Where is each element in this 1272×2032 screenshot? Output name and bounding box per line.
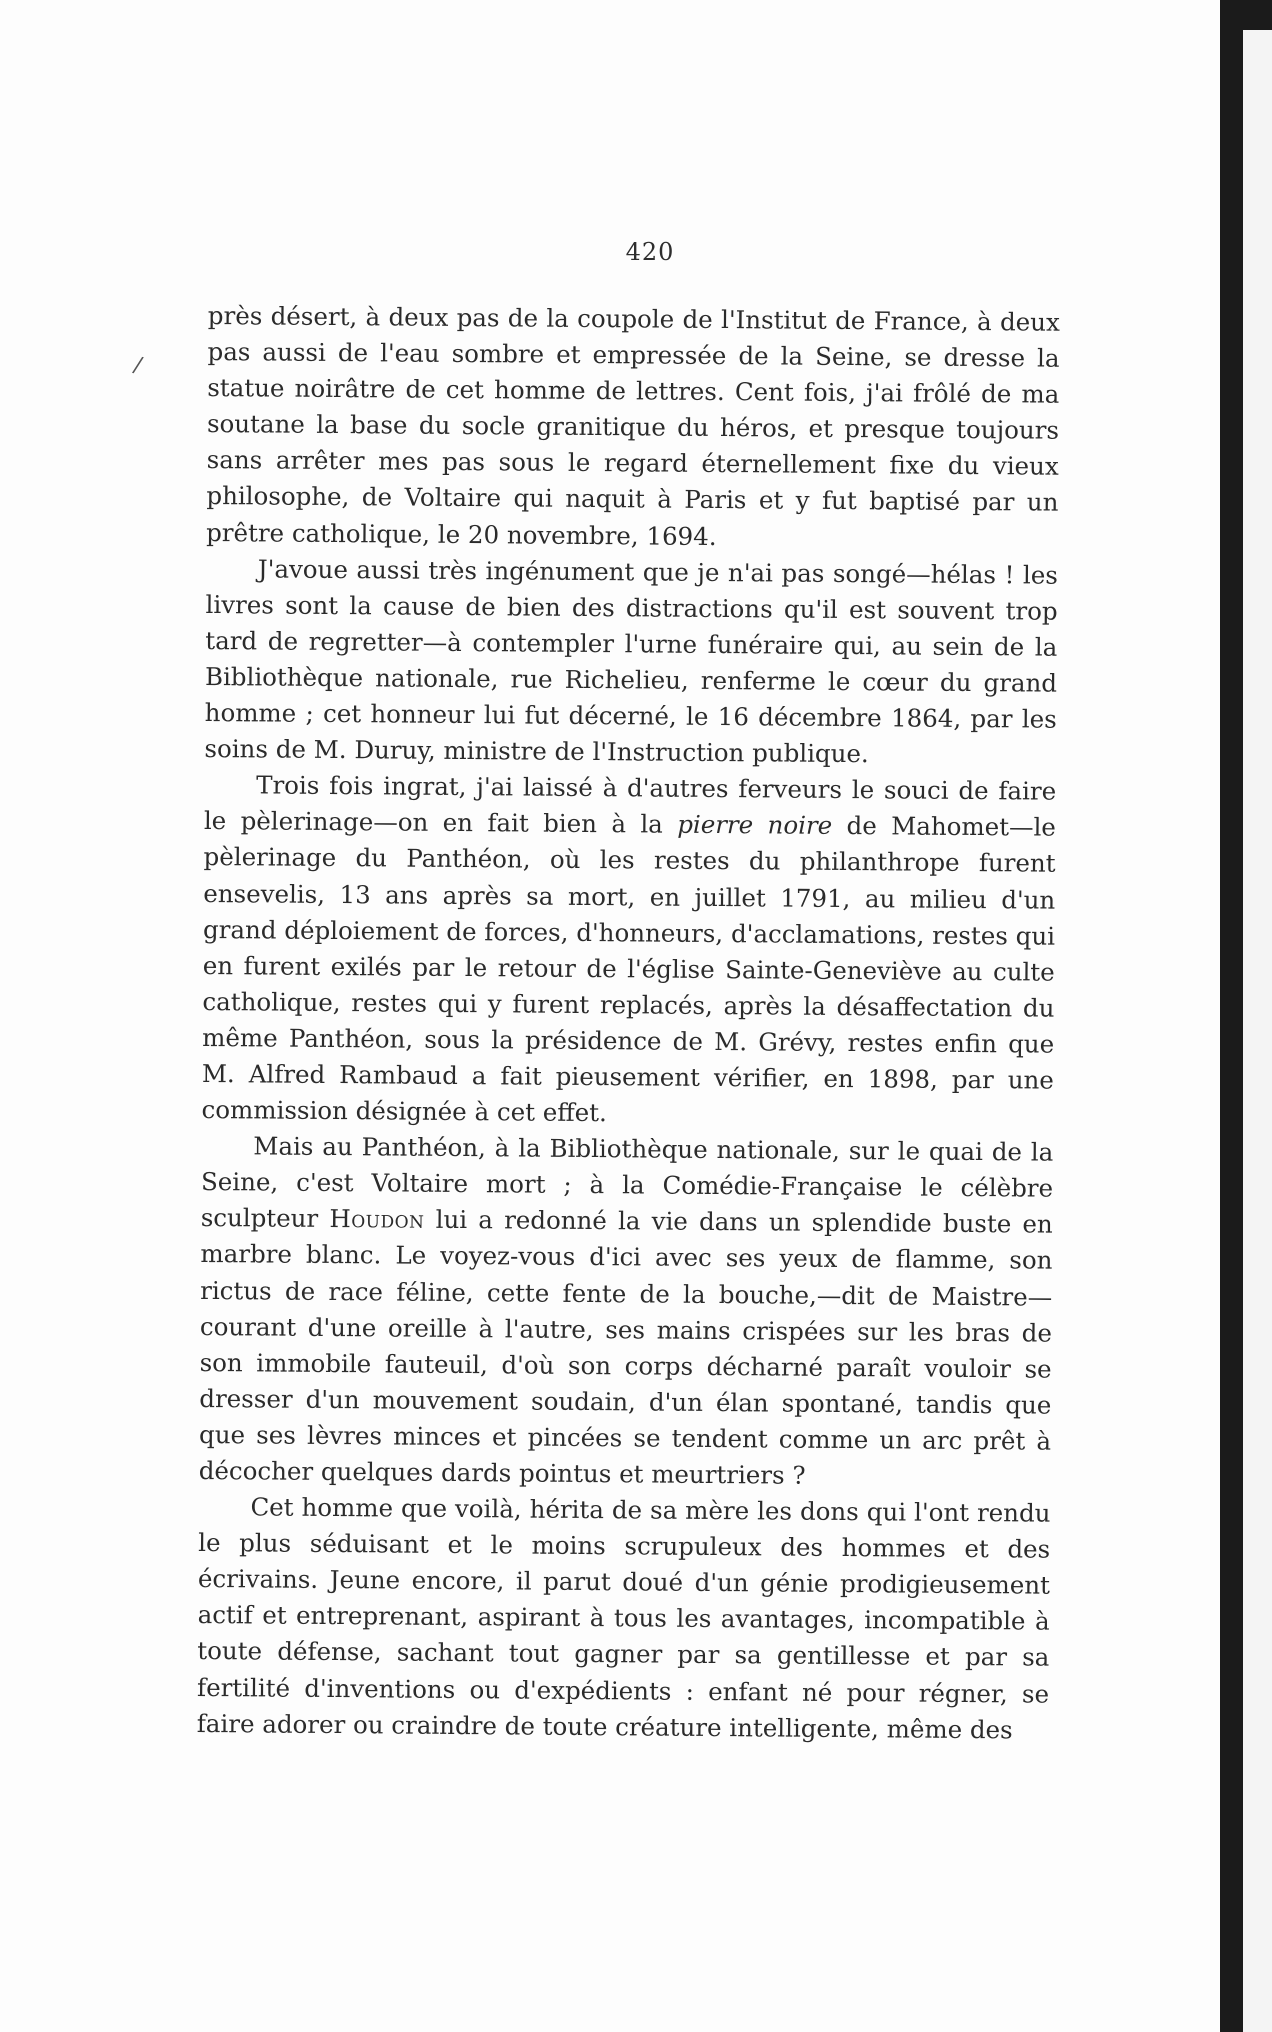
paragraph-4 xyxy=(199,1128,1054,1496)
next-page-edge xyxy=(1243,30,1272,2032)
stray-ink-mark: / xyxy=(130,352,145,379)
paragraph-4-text-a: Mais au Panthéon, à la Bibliothèque nationale, sur le quai de la Seine, c'est Voltaire mort ; à la Comédie-Française le célèbre sculpteur xyxy=(200,1131,1054,1234)
paragraph-2: J'avoue aussi très ingénument que je n'ai pas songé—hélas ! les livres sont la cause de bien des distractions qu'il est souvent trop tard de regretter—à contempler l'urne funéraire qui, au sein de la Bibliothèque nationale, rue Richelieu, renferme le cœur du grand homme ; cet honneur lui fut décerné, le 16 décembre 1864, par les soins de M. Duruy, ministre de l'Instruction publique. xyxy=(204,554,1058,769)
paragraph-4-text-b: lui a redonné la vie dans un splendide buste en marbre blanc. Le voyez-vous d'ici avec ses yeux de flamme, son rictus de race féline, cette fente de la bouche,—dit de Maistre—courant d'une oreille à l'autre, ses mains crispées sur les bras de son immobile fauteuil, d'où son corps décharné paraît vouloir se dresser d'un mouvement soudain, d'un élan spontané, tandis que que ses lèvres minces et pincées se tendent comme un arc prêt à décocher quelques dards pointus et meurtriers ? xyxy=(198,1205,1053,1490)
paragraph-3-text-b: de Mahomet—le pèlerinage du Panthéon, où les restes du philanthrope furent ensevelis, 13 ans après sa mort, en juillet 1791, au milieu d'un grand déploiement de forces, d'honneurs, d'acclamations, restes qui en furent exilés par le retour de l'église Sainte-Geneviève au culte catholique, restes qui y furent replacés, après la désaffectation du même Panthéon, sous la présidence de M. Grévy, restes enfin que M. Alfred Rambaud a fait pieusement vérifier, en 1898, par une commission désignée à cet effet. xyxy=(201,811,1056,1128)
page-number: 420 xyxy=(625,238,675,266)
paragraph-5: Cet homme que voilà, hérita de sa mère les dons qui l'ont rendu le plus séduisant et le moins scrupuleux des hommes et des écrivains. Jeune encore, il parut doué d'un génie prodigieusement actif et entreprenant, aspirant à tous les avantages, incompatible à toute défense, sachant tout gagner par sa gentillesse et par sa fertilité d'inventions ou d'expédients : enfant né pour régner, se faire adorer ou craindre de toute créature intelligente, même des xyxy=(196,1492,1051,1745)
paragraph-1: près désert, à deux pas de la coupole de l'Institut de France, à deux pas aussi de l'eau sombre et empressée de la Seine, se dresse la statue noirâtre de cet homme de lettres. Cent fois, j'ai frôlé de ma soutane la base du socle granitique du héros, et presque toujours sans arrêter mes pas sous le regard éternellement fixe du vieux philosophe, de Voltaire qui naquit à Paris et y fut baptisé par un prêtre catholique, le 20 novembre, 1694. xyxy=(206,300,1060,551)
small-caps-houdon: Houdon xyxy=(329,1204,425,1235)
paragraph-3-text-a: Trois fois ingrat, j'ai laissé à d'autres ferveurs le souci de faire le pèlerinage—on en fait bien à la xyxy=(203,770,1057,840)
body-text xyxy=(197,298,1060,1748)
italic-pierre-noire: pierre noire xyxy=(677,810,833,841)
paragraph-3 xyxy=(201,767,1056,1135)
